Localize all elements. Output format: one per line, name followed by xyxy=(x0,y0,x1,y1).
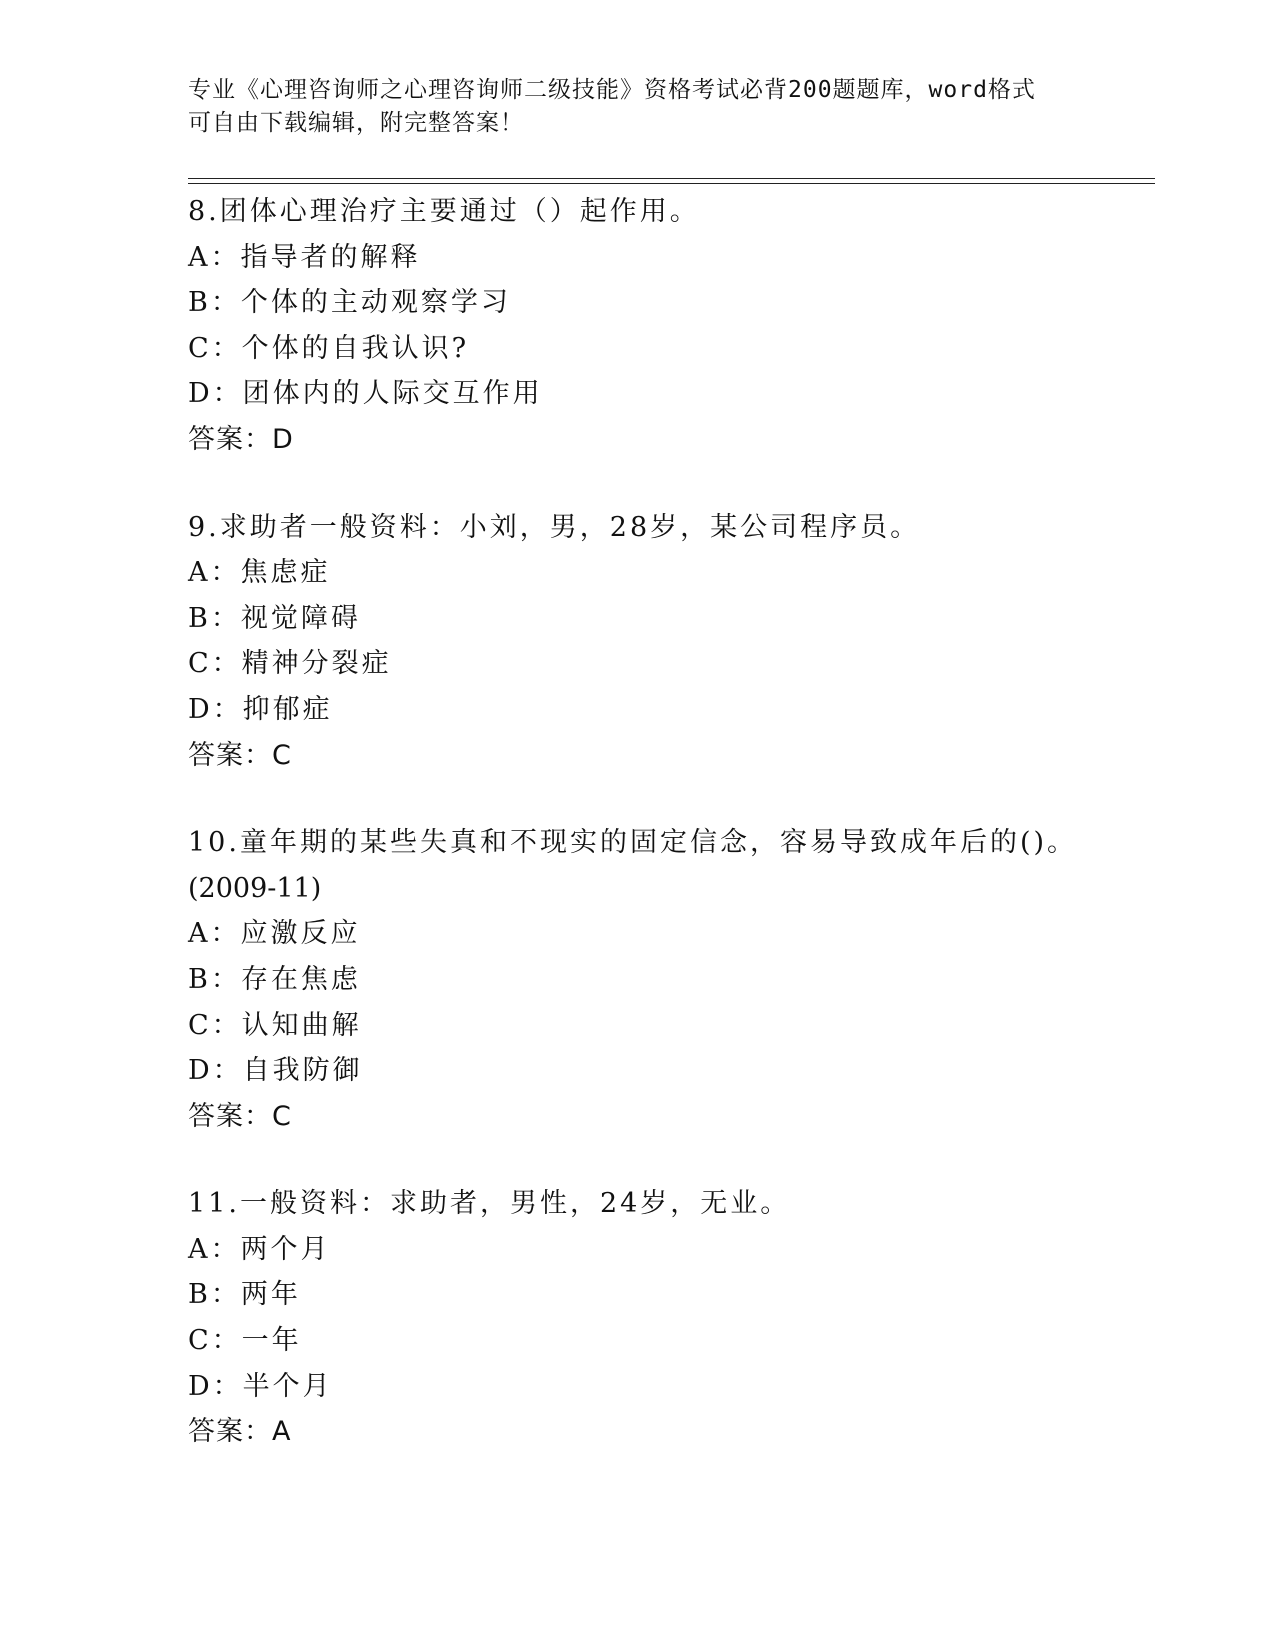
option-b: B：个体的主动观察学习 xyxy=(188,287,511,319)
option-a: A：两个月 xyxy=(188,1233,331,1265)
question-stem: 9.求助者一般资料：小刘，男，28岁，某公司程序员。 xyxy=(188,511,921,543)
option-c: C：一年 xyxy=(188,1325,302,1357)
option-a: A：焦虑症 xyxy=(188,557,331,589)
option-a: A：指导者的解释 xyxy=(188,241,421,273)
answer-line: 答案：A xyxy=(188,1416,292,1448)
option-c: C：认知曲解 xyxy=(188,1009,362,1041)
question-11 xyxy=(188,1181,1168,1455)
header-line-2: 可自由下载编辑，附完整答案！ xyxy=(188,110,524,136)
document-header xyxy=(188,74,1088,140)
question-8 xyxy=(188,189,1168,463)
question-9 xyxy=(188,505,1168,779)
option-b: B：视觉障碍 xyxy=(188,602,361,634)
question-stem: 8.团体心理治疗主要通过（）起作用。 xyxy=(188,196,700,227)
header-divider-top xyxy=(188,178,1155,179)
question-10 xyxy=(188,820,1168,1139)
answer-line: 答案：C xyxy=(188,1100,292,1132)
question-stem: 10.童年期的某些失真和不现实的固定信念，容易导致成年后的()。 xyxy=(188,827,1078,859)
question-stem: 11.一般资料：求助者，男性，24岁，无业。 xyxy=(188,1188,791,1220)
question-list xyxy=(188,189,1168,1497)
header-line-1: 专业《心理咨询师之心理咨询师二级技能》资格考试必背200题题库，word格式 xyxy=(188,77,1036,103)
option-a: A：应激反应 xyxy=(188,918,361,950)
option-d: D：自我防御 xyxy=(188,1055,363,1087)
option-d: D：半个月 xyxy=(188,1370,333,1402)
answer-line: 答案：D xyxy=(188,423,294,455)
option-d: D：团体内的人际交互作用 xyxy=(188,378,543,410)
question-stem-continuation: (2009-11) xyxy=(188,872,322,904)
option-c: C：精神分裂症 xyxy=(188,648,392,680)
option-b: B：存在焦虑 xyxy=(188,963,361,995)
header-divider-bottom xyxy=(188,183,1155,184)
option-c: C：个体的自我认识? xyxy=(188,332,470,364)
option-b: B：两年 xyxy=(188,1279,301,1311)
option-d: D：抑郁症 xyxy=(188,693,333,725)
answer-line: 答案：C xyxy=(188,739,292,771)
